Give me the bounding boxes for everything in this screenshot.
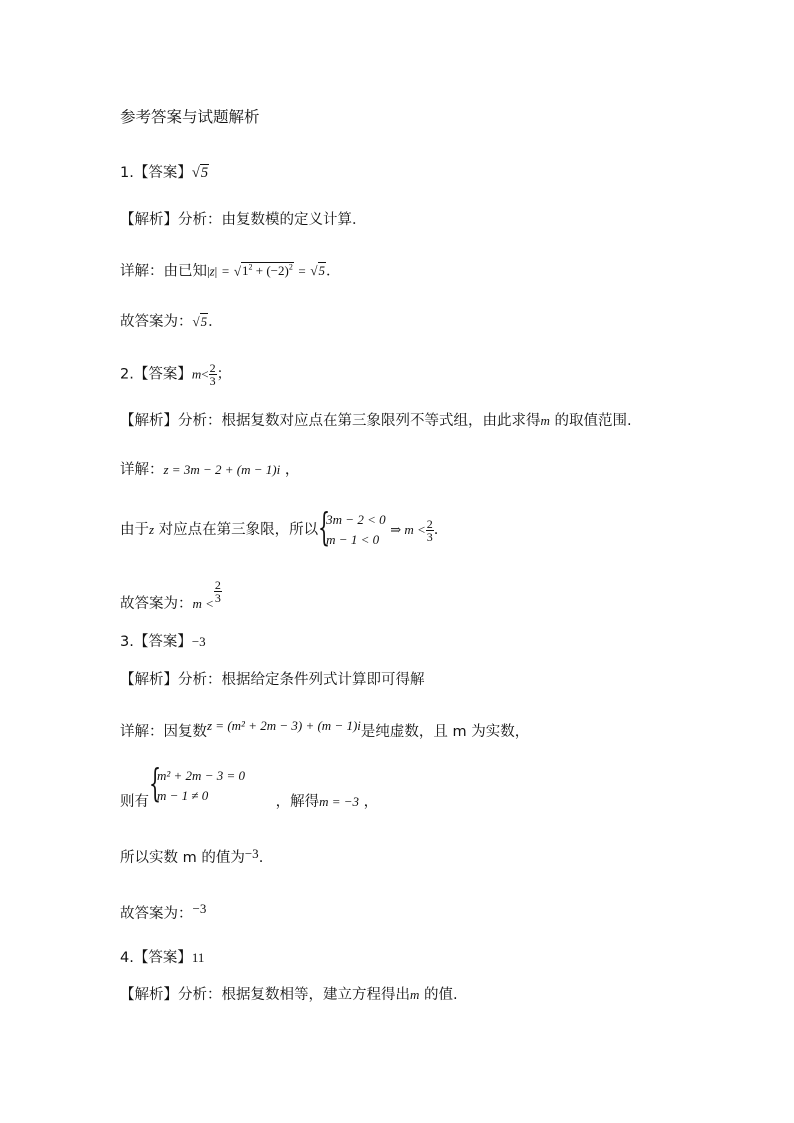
page-title: 参考答案与试题解析 (120, 108, 260, 126)
q2-answer-line: 2.【答案】m< $\frac{2}{3}$ ； (120, 361, 232, 388)
q2-z-expr: z = 3m − 2 + (m − 1)i (163, 462, 281, 477)
q2-inequality-system: { 3m − 2 < 0 m − 1 < 0 (318, 505, 386, 549)
q3-so-line: 所以实数 m 的值为−3. (120, 846, 264, 866)
q2-head: 2.【答案】 (120, 366, 192, 383)
q2-analysis: 【解析】分析：根据复数对应点在第三象限列不等式组，由此求得m 的取值范围. (120, 413, 632, 429)
q3-final: 故答案为：−3 (120, 901, 207, 922)
q4-head: 4.【答案】 (120, 950, 192, 966)
q3-analysis: 【解析】分析：根据给定条件列式计算即可得解 (120, 672, 425, 688)
q1-sqrt-expr: $√1^2 + (-2)^2$ (233, 263, 293, 279)
q4-answer-line: 4.【答案】11 (120, 950, 205, 966)
q3-system-line: 则有 { m² + 2m − 3 = 0 m − 1 ≠ 0 ，解得m = −3 ， (120, 761, 379, 810)
q1-analysis: 【解析】分析：由复数模的定义计算． (120, 212, 367, 228)
q1-detail: 详解：由已知$|z| = √1^2 + (-2)^2 = √5$． (120, 258, 341, 281)
q3-head: 3.【答案】 (120, 634, 192, 650)
q1-answer-line (120, 163, 209, 183)
q3-z-expr: z = (m² + 2m − 3) + (m − 1)i (207, 718, 361, 733)
q2-detail: 详解：z = 3m − 2 + (m − 1)i ， (120, 462, 300, 478)
q1-head: 1.【答案】 (120, 165, 192, 181)
q2-system-frac: $\frac{2}{3}$ (426, 516, 433, 544)
q3-equation-system: { m² + 2m − 3 = 0 m − 1 ≠ 0 (149, 761, 245, 805)
q2-final-frac: $\frac{2}{3}$ (214, 578, 221, 605)
q3-detail: 详解：因复数z = (m² + 2m − 3) + (m − 1)i是纯虚数，且 m 为实数， (120, 718, 530, 740)
q3-answer-line: 3.【答案】−3 (120, 634, 206, 650)
q1-result-sqrt: √5 (310, 263, 326, 279)
q1-final: 故答案为：√5． (120, 314, 223, 330)
q1-answer-sqrt: √5 (191, 165, 209, 181)
q2-final: 故答案为：m < $\frac{2}{3}$ (120, 578, 221, 612)
q1-final-sqrt: √5 (192, 314, 208, 329)
q2-answer-frac: $\frac{2}{3}$ (209, 361, 216, 388)
q4-analysis: 【解析】分析：根据复数相等，建立方程得出m 的值. (120, 987, 458, 1003)
q2-system-line: 由于z 对应点在第三象限，所以 { 3m − 2 < 0 m − 1 < 0 ⇒ m < $\frac{2}{3}$ . (120, 505, 439, 549)
q1-abs-z: |z| (207, 263, 218, 279)
